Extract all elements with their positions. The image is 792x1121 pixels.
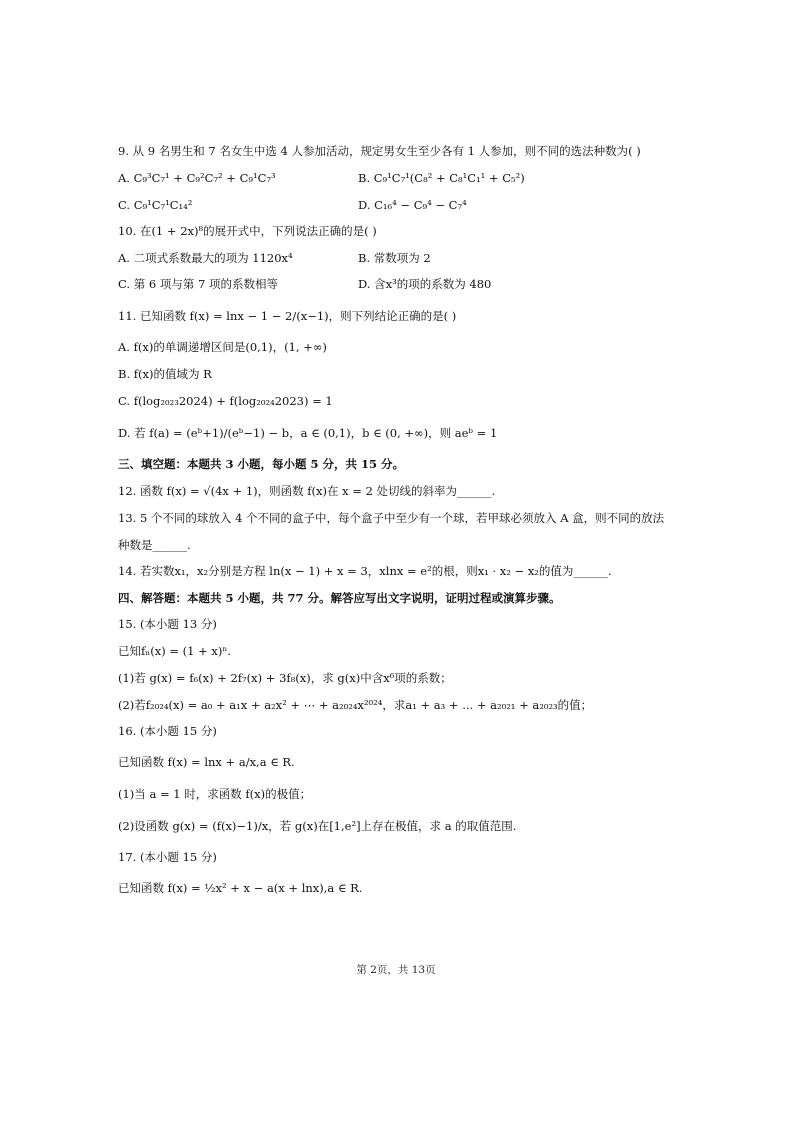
- q9-option-d: D. C₁₆⁴ − C₉⁴ − C₇⁴: [358, 198, 467, 212]
- q11-stem: 11. 已知函数 f(x) = lnx − 1 − 2/(x−1)，则下列结论正确的是( ): [118, 309, 457, 323]
- section-fill-in-heading: 三、填空题：本题共 3 小题，每小题 5 分，共 15 分。: [118, 457, 405, 471]
- q17-given: 已知函数 f(x) = ½x² + x − a(x + lnx),a ∈ R.: [118, 881, 363, 895]
- q9-option-b: B. C₉¹C₇¹(C₈² + C₈¹C₁¹ + C₅²): [358, 171, 525, 185]
- q17-heading: 17. (本小题 15 分): [118, 850, 217, 864]
- q11-option-b: B. f(x)的值域为 R: [118, 367, 212, 381]
- q14-text: 14. 若实数x₁，x₂分别是方程 ln(x − 1) + x = 3，xlnx = e²的根，则x₁ · x₂ − x₂的值为______.: [118, 564, 612, 578]
- q9-option-c: C. C₉¹C₇¹C₁₄²: [118, 198, 193, 212]
- q11-option-c: C. f(log₂₀₂₃2024) + f(log₂₀₂₄2023) = 1: [118, 394, 333, 408]
- q12-text: 12. 函数 f(x) = √(4x + 1)，则函数 f(x)在 x = 2 处切线的斜率为______.: [118, 484, 496, 498]
- q10-option-a: A. 二项式系数最大的项为 1120x⁴: [118, 251, 293, 265]
- page-footer: 第 2页，共 13页: [356, 964, 436, 976]
- q10-option-c: C. 第 6 项与第 7 项的系数相等: [118, 277, 278, 291]
- q13-text-line2: 种数是______.: [118, 538, 191, 552]
- q13-text-line1: 13. 5 个不同的球放入 4 个不同的盒子中，每个盒子中至少有一个球，若甲球必须放入 A 盒，则不同的放法: [118, 511, 665, 525]
- q15-part2: (2)若f₂₀₂₄(x) = a₀ + a₁x + a₂x² + ⋯ + a₂₀₂₄x²⁰²⁴，求a₁ + a₃ + ... + a₂₀₂₁ + a₂₀₂₃的值；: [118, 698, 593, 712]
- q15-heading: 15. (本小题 13 分): [118, 617, 217, 631]
- q10-option-d: D. 含x³的项的系数为 480: [358, 277, 492, 291]
- q16-given: 已知函数 f(x) = lnx + a/x,a ∈ R.: [118, 755, 295, 769]
- q10-option-b: B. 常数项为 2: [358, 251, 431, 265]
- q15-part1: (1)若 g(x) = f₆(x) + 2f₇(x) + 3f₈(x)，求 g(x)中含x⁶项的系数；: [118, 671, 452, 685]
- q16-part2: (2)设函数 g(x) = (f(x)−1)/x，若 g(x)在[1,e²]上存在极值，求 a 的取值范围.: [118, 819, 517, 833]
- q16-heading: 16. (本小题 15 分): [118, 724, 217, 738]
- section-solve-heading: 四、解答题：本题共 5 小题，共 77 分。解答应写出文字说明，证明过程或演算步骤。: [118, 591, 561, 605]
- q15-given: 已知fₙ(x) = (1 + x)ⁿ.: [118, 644, 231, 658]
- q16-part1: (1)当 a = 1 时，求函数 f(x)的极值；: [118, 787, 312, 801]
- q10-stem: 10. 在(1 + 2x)⁸的展开式中，下列说法正确的是( ): [118, 224, 377, 238]
- q11-option-d: D. 若 f(a) = (eᵇ+1)/(eᵇ−1) − b，a ∈ (0,1)，b ∈ (0, +∞)，则 aeᵇ = 1: [118, 426, 498, 440]
- q11-option-a: A. f(x)的单调递增区间是(0,1)，(1, +∞): [118, 340, 327, 354]
- q9-option-a: A. C₉³C₇¹ + C₉²C₇² + C₉¹C₇³: [118, 171, 276, 185]
- q9-stem: 9. 从 9 名男生和 7 名女生中选 4 人参加活动，规定男女生至少各有 1 人参加，则不同的选法种数为( ): [118, 144, 641, 158]
